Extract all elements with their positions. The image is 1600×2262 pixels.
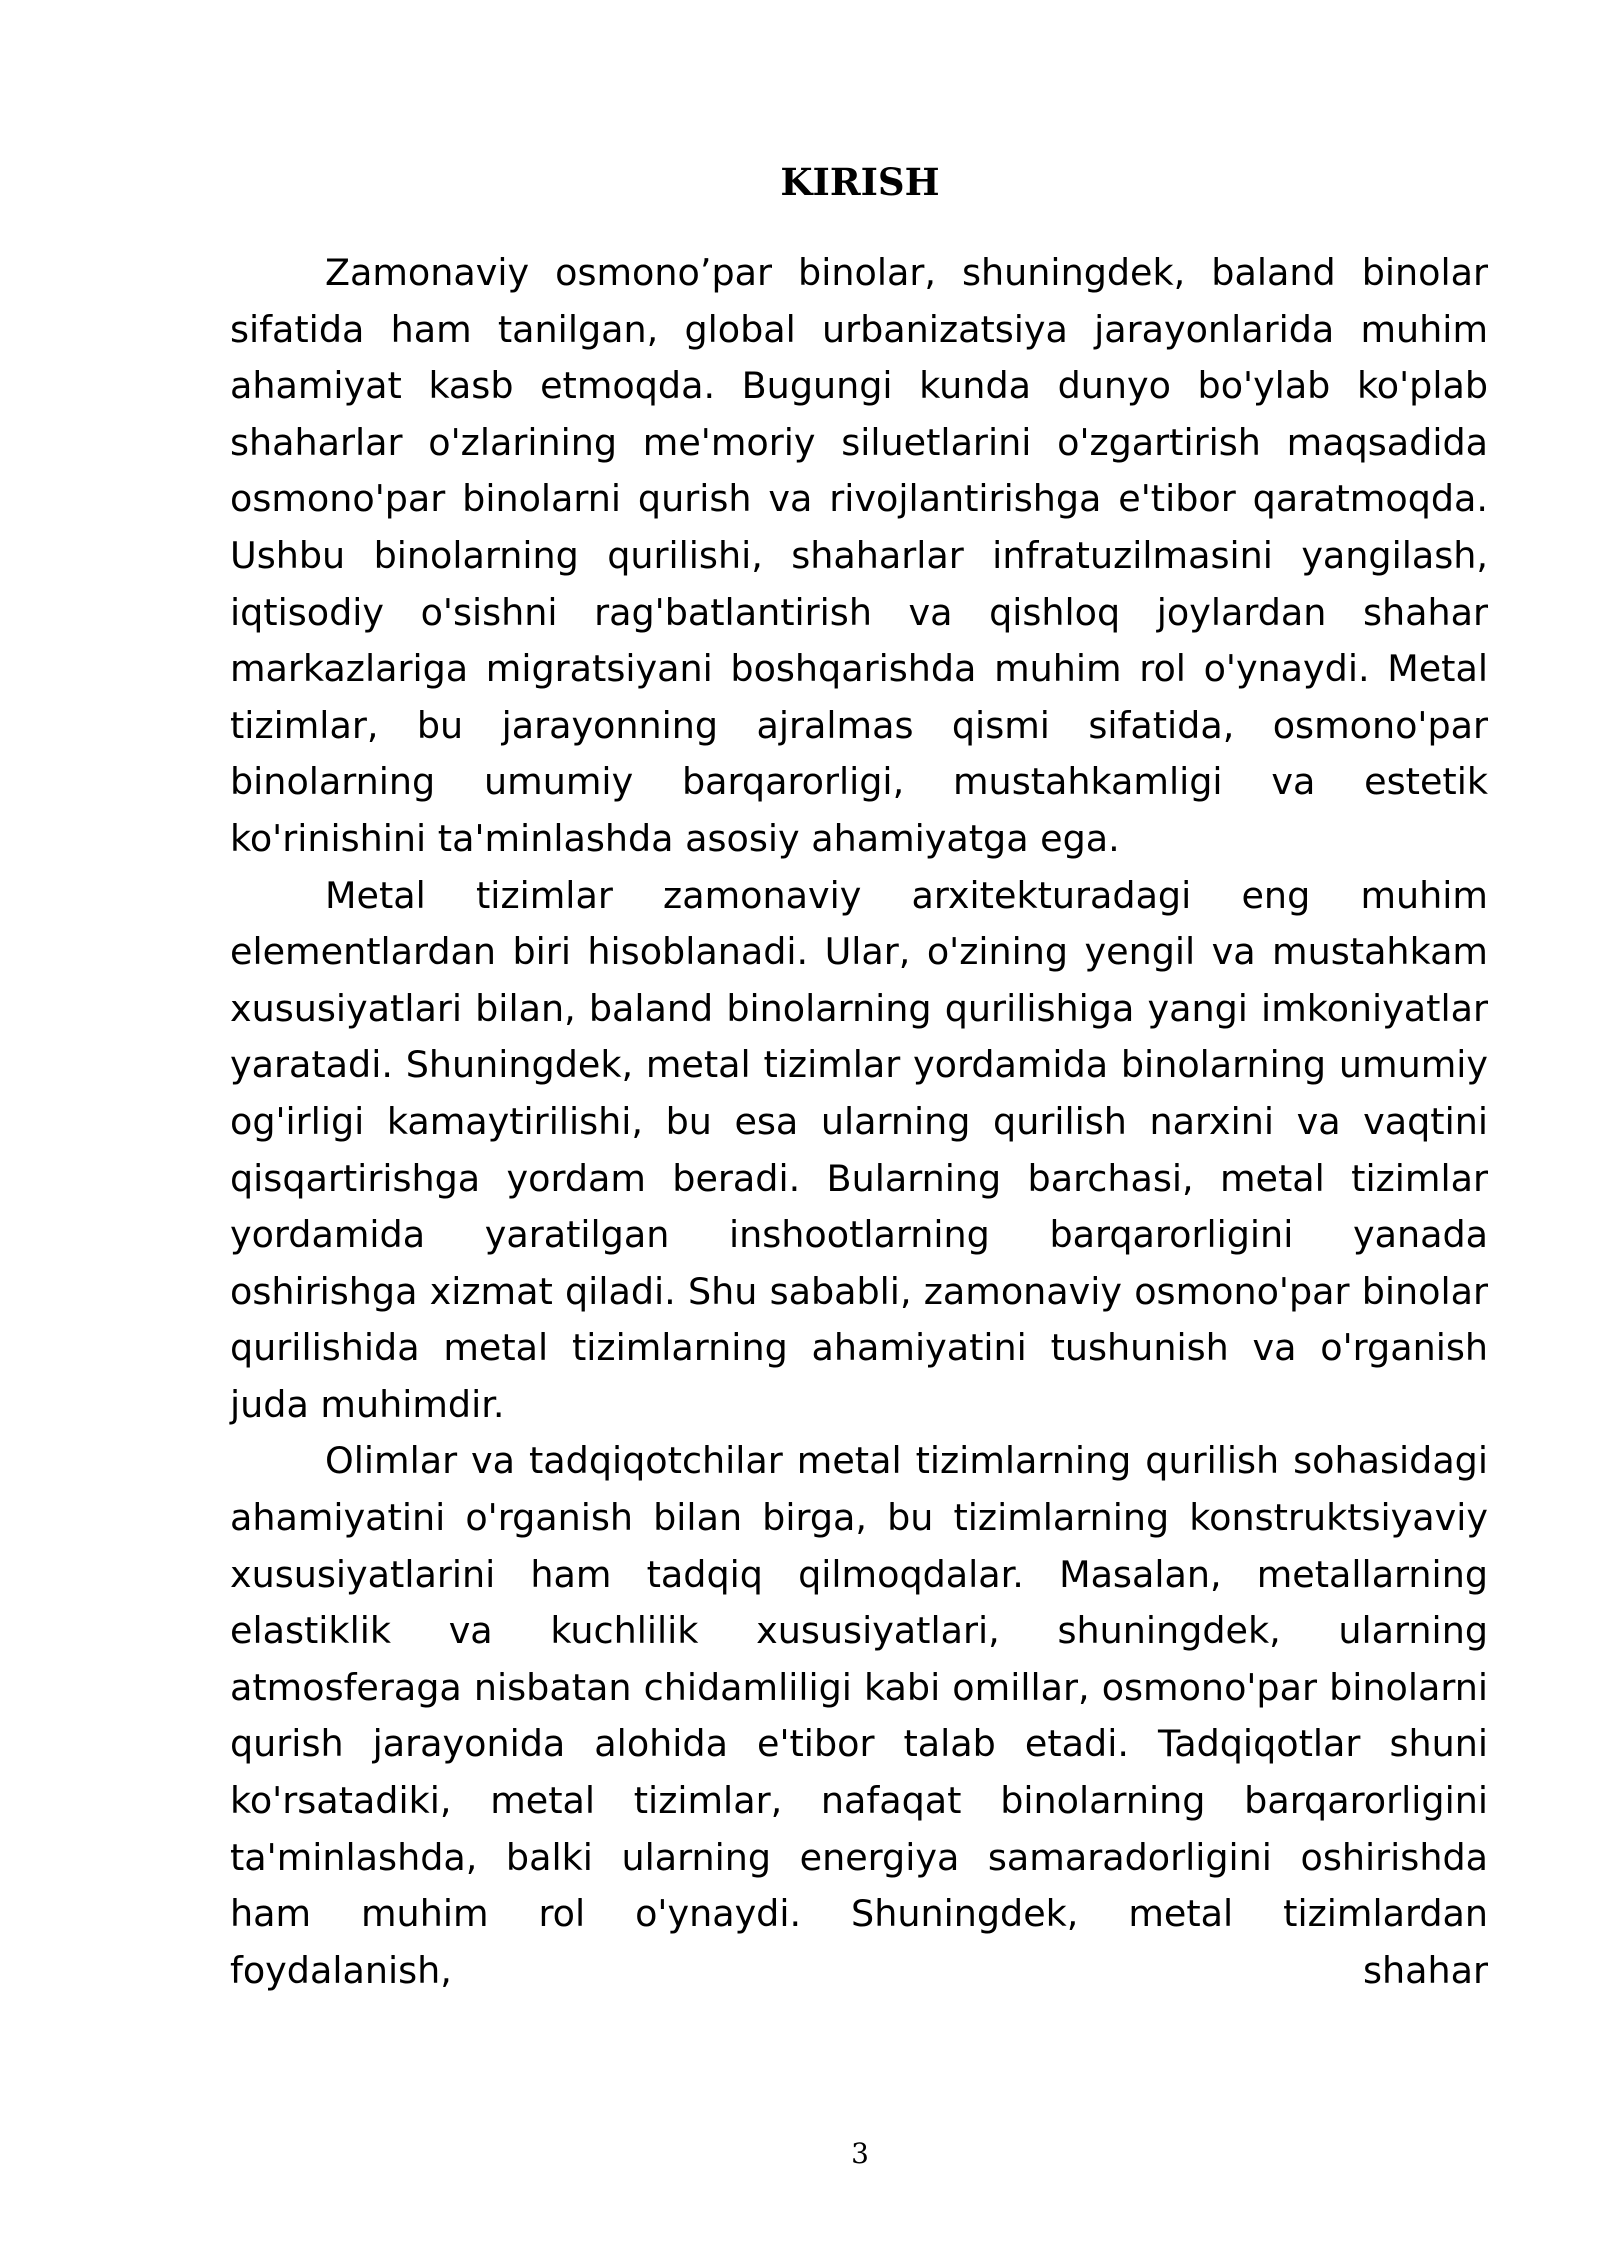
paragraph-1: Zamonaviy osmono’par binolar, shuningdek, baland binolar sifatida ham tanilgan, global urbanizatsiya jarayonlarida muhim ahamiyat kasb etmoqda. Bugungi kunda dunyo bo'ylab ko'plab shaharlar o'zlarining me'moriy siluetlarini o'zgartirish maqsadida osmono'par binolarni qurish va rivojlantirishga e'tibor qaratmoqda. Ushbu binolarning qurilishi, shaharlar infratuzilmasini yangilash, iqtisodiy o'sishni rag'batlantirish va qishloq joylardan shahar markazlariga migratsiyani boshqarishda muhim rol o'ynaydi. Metal tizimlar, bu jarayonning ajralmas qismi sifatida, osmono'par binolarning umumiy barqarorligi, mustahkamligi va estetik ko'rinishini ta'minlashda asosiy ahamiyatga ega. — [230, 251, 1488, 860]
body-text — [230, 245, 1488, 1999]
page-number: 3 — [851, 2137, 869, 2170]
paragraph-3: Olimlar va tadqiqotchilar metal tizimlarning qurilish sohasidagi ahamiyatini o'rganish bilan birga, bu tizimlarning konstruktsiyaviy xususiyatlarini ham tadqiq qilmoqdalar. Masalan, metallarning elastiklik va kuchlilik xususiyatlari, shuningdek, ularning atmosferaga nisbatan chidamliligi kabi omillar, osmono'par binolarni qurish jarayonida alohida e'tibor talab etadi. Tadqiqotlar shuni ko'rsatadiki, metal tizimlar, nafaqat binolarning barqarorligini ta'minlashda, balki ularning energiya samaradorligini oshirishda ham muhim rol o'ynaydi. Shuningdek, metal tizimlardan foydalanish, shahar — [230, 1439, 1488, 1992]
page-title: KIRISH — [780, 160, 940, 204]
paragraph-2: Metal tizimlar zamonaviy arxitekturadagi eng muhim elementlardan biri hisoblanadi. Ular, o'zining yengil va mustahkam xususiyatlari bilan, baland binolarning qurilishiga yangi imkoniyatlar yaratadi. Shuningdek, metal tizimlar yordamida binolarning umumiy og'irligi kamaytirilishi, bu esa ularning qurilish narxini va vaqtini qisqartirishga yordam beradi. Bularning barchasi, metal tizimlar yordamida yaratilgan inshootlarning barqarorligini yanada oshirishga xizmat qiladi. Shu sababli, zamonaviy osmono'par binolar qurilishida metal tizimlarning ahamiyatini tushunish va o'rganish juda muhimdir. — [230, 873, 1488, 1426]
